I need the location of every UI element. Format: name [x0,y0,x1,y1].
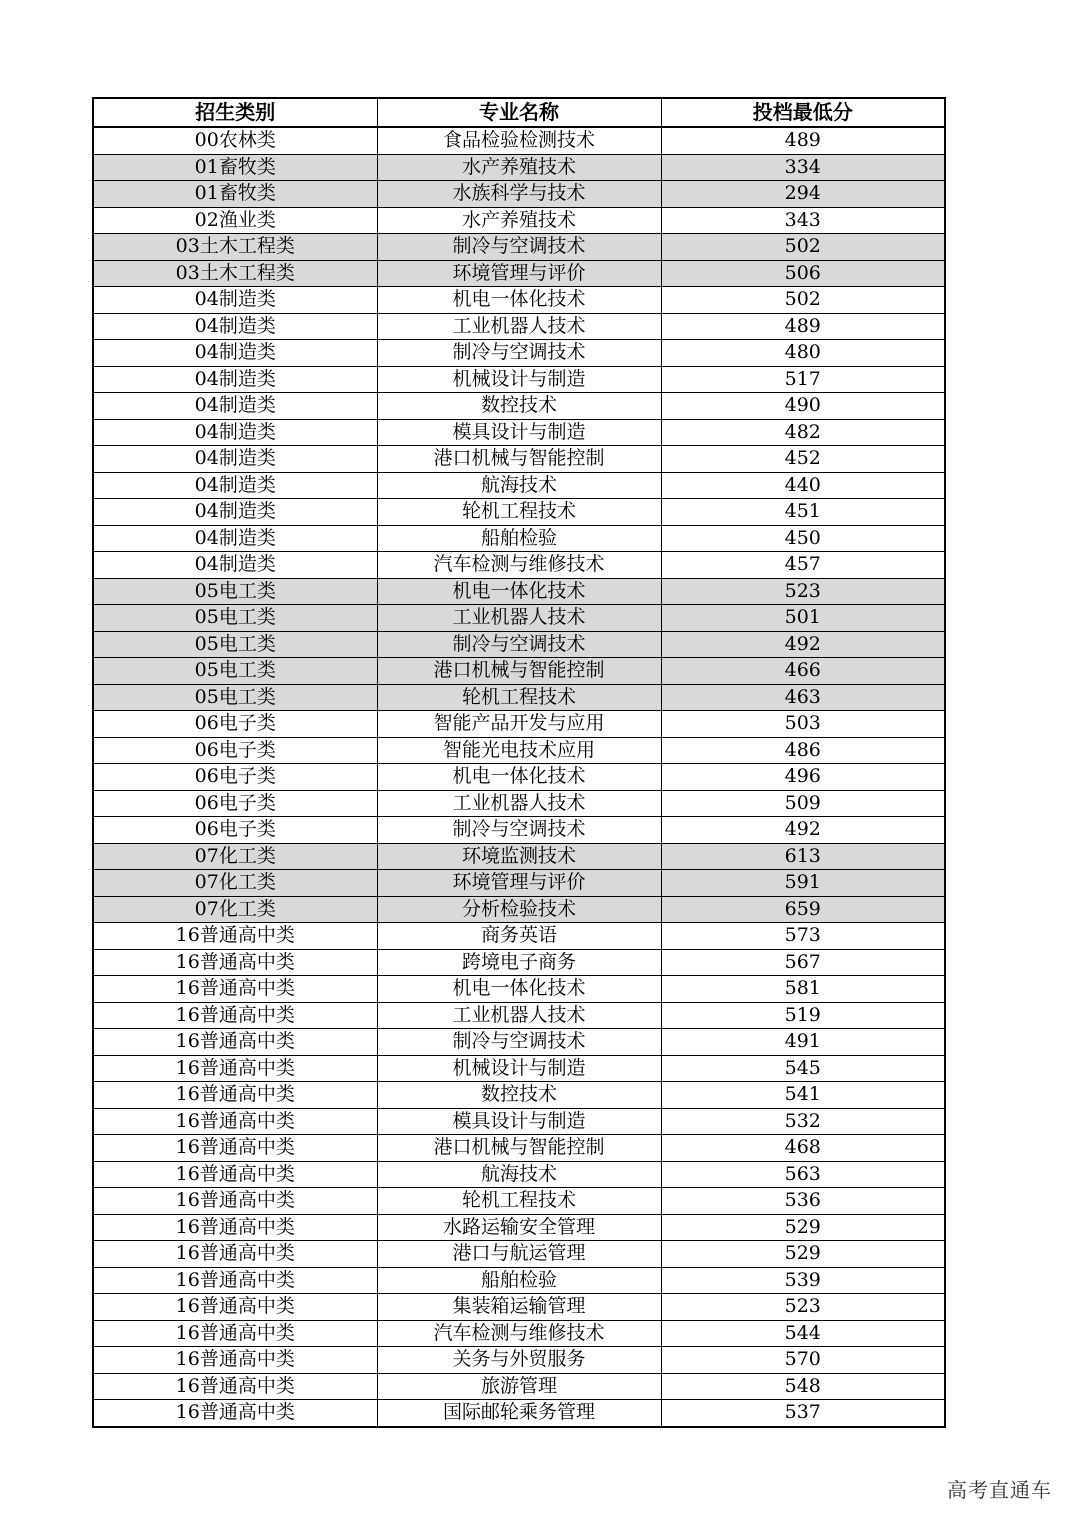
cell-category: 04制造类 [93,499,377,526]
table-row [93,1400,945,1427]
cell-min-score: 463 [661,684,945,711]
table-row [93,737,945,764]
cell-category: 16普通高中类 [93,1241,377,1268]
cell-min-score: 450 [661,525,945,552]
table-row [93,313,945,340]
cell-major: 商务英语 [377,923,661,950]
cell-major: 汽车检测与维修技术 [377,1320,661,1347]
cell-min-score: 502 [661,234,945,261]
cell-major: 汽车检测与维修技术 [377,552,661,579]
table-row [93,1161,945,1188]
table-row [93,1135,945,1162]
cell-major: 工业机器人技术 [377,1002,661,1029]
table-row [93,631,945,658]
table-row [93,976,945,1003]
cell-major: 航海技术 [377,1161,661,1188]
cell-category: 16普通高中类 [93,949,377,976]
table-row [93,1373,945,1400]
table-row [93,499,945,526]
cell-major: 船舶检验 [377,525,661,552]
cell-min-score: 440 [661,472,945,499]
cell-major: 港口机械与智能控制 [377,1135,661,1162]
table-row [93,658,945,685]
cell-min-score: 486 [661,737,945,764]
cell-category: 03土木工程类 [93,260,377,287]
cell-min-score: 489 [661,313,945,340]
cell-major: 机电一体化技术 [377,287,661,314]
cell-category: 05电工类 [93,631,377,658]
cell-category: 06电子类 [93,817,377,844]
cell-category: 16普通高中类 [93,1188,377,1215]
cell-min-score: 294 [661,181,945,208]
cell-major: 环境监测技术 [377,843,661,870]
table-row [93,1214,945,1241]
cell-min-score: 529 [661,1241,945,1268]
cell-major: 机电一体化技术 [377,764,661,791]
cell-min-score: 452 [661,446,945,473]
cell-category: 16普通高中类 [93,1294,377,1321]
table-row [93,127,945,154]
cell-major: 制冷与空调技术 [377,340,661,367]
cell-min-score: 492 [661,631,945,658]
cell-category: 01畜牧类 [93,181,377,208]
table-row [93,234,945,261]
cell-category: 04制造类 [93,419,377,446]
cell-major: 机电一体化技术 [377,976,661,1003]
cell-major: 港口与航运管理 [377,1241,661,1268]
cell-category: 16普通高中类 [93,1082,377,1109]
cell-category: 16普通高中类 [93,1161,377,1188]
table-row [93,1294,945,1321]
cell-min-score: 489 [661,127,945,154]
cell-major: 环境管理与评价 [377,870,661,897]
cell-category: 04制造类 [93,366,377,393]
table-row [93,923,945,950]
table-row [93,684,945,711]
cell-major: 轮机工程技术 [377,684,661,711]
cell-category: 16普通高中类 [93,1267,377,1294]
cell-category: 04制造类 [93,287,377,314]
cell-category: 16普通高中类 [93,1135,377,1162]
cell-category: 04制造类 [93,393,377,420]
table-header-row [93,98,945,127]
cell-category: 03土木工程类 [93,234,377,261]
cell-category: 05电工类 [93,684,377,711]
cell-min-score: 517 [661,366,945,393]
cell-min-score: 519 [661,1002,945,1029]
cell-min-score: 492 [661,817,945,844]
cell-min-score: 491 [661,1029,945,1056]
cell-category: 00农林类 [93,127,377,154]
cell-min-score: 451 [661,499,945,526]
cell-category: 04制造类 [93,472,377,499]
cell-category: 06电子类 [93,711,377,738]
cell-min-score: 490 [661,393,945,420]
cell-min-score: 591 [661,870,945,897]
table-row [93,1320,945,1347]
cell-min-score: 567 [661,949,945,976]
cell-min-score: 468 [661,1135,945,1162]
cell-major: 工业机器人技术 [377,790,661,817]
table-row [93,764,945,791]
cell-category: 04制造类 [93,552,377,579]
cell-major: 轮机工程技术 [377,1188,661,1215]
table-row [93,287,945,314]
header-min-score: 投档最低分 [661,98,945,127]
table-row [93,393,945,420]
cell-min-score: 613 [661,843,945,870]
cell-category: 16普通高中类 [93,1373,377,1400]
cell-category: 07化工类 [93,843,377,870]
watermark-text: 高考直通车 [947,1478,1052,1502]
table-row [93,843,945,870]
cell-min-score: 545 [661,1055,945,1082]
cell-min-score: 659 [661,896,945,923]
cell-major: 机电一体化技术 [377,578,661,605]
cell-category: 04制造类 [93,313,377,340]
table-row [93,207,945,234]
cell-category: 05电工类 [93,578,377,605]
cell-min-score: 523 [661,578,945,605]
cell-major: 集装箱运输管理 [377,1294,661,1321]
cell-major: 智能产品开发与应用 [377,711,661,738]
table-row [93,1002,945,1029]
table-row [93,711,945,738]
table-row [93,1347,945,1374]
table-row [93,896,945,923]
cell-category: 16普通高中类 [93,1029,377,1056]
cell-min-score: 466 [661,658,945,685]
header-category: 招生类别 [93,98,377,127]
table-row [93,446,945,473]
table-row [93,1082,945,1109]
cell-major: 模具设计与制造 [377,419,661,446]
cell-major: 水产养殖技术 [377,154,661,181]
cell-min-score: 544 [661,1320,945,1347]
cell-major: 跨境电子商务 [377,949,661,976]
cell-category: 07化工类 [93,896,377,923]
cell-major: 数控技术 [377,1082,661,1109]
cell-min-score: 548 [661,1373,945,1400]
table-row [93,366,945,393]
cell-major: 制冷与空调技术 [377,817,661,844]
cell-category: 02渔业类 [93,207,377,234]
cell-min-score: 570 [661,1347,945,1374]
cell-major: 制冷与空调技术 [377,1029,661,1056]
cell-min-score: 523 [661,1294,945,1321]
cell-min-score: 503 [661,711,945,738]
cell-major: 港口机械与智能控制 [377,658,661,685]
cell-category: 16普通高中类 [93,1400,377,1427]
cell-category: 07化工类 [93,870,377,897]
cell-major: 水路运输安全管理 [377,1214,661,1241]
table-row [93,578,945,605]
cell-major: 分析检验技术 [377,896,661,923]
cell-major: 水族科学与技术 [377,181,661,208]
cell-category: 16普通高中类 [93,1055,377,1082]
table-row [93,1188,945,1215]
table-row [93,949,945,976]
table-row [93,790,945,817]
table-row [93,181,945,208]
table-row [93,817,945,844]
cell-min-score: 532 [661,1108,945,1135]
cell-min-score: 480 [661,340,945,367]
header-major: 专业名称 [377,98,661,127]
cell-category: 04制造类 [93,525,377,552]
cell-category: 05电工类 [93,605,377,632]
cell-major: 国际邮轮乘务管理 [377,1400,661,1427]
cell-category: 01畜牧类 [93,154,377,181]
table-row [93,552,945,579]
table-row [93,472,945,499]
cell-category: 16普通高中类 [93,1108,377,1135]
cell-min-score: 536 [661,1188,945,1215]
cell-category: 16普通高中类 [93,1214,377,1241]
cell-min-score: 573 [661,923,945,950]
table-row [93,419,945,446]
table-row [93,1241,945,1268]
cell-category: 04制造类 [93,340,377,367]
cell-major: 轮机工程技术 [377,499,661,526]
table-row [93,1029,945,1056]
table-row [93,1267,945,1294]
cell-category: 06电子类 [93,764,377,791]
cell-major: 船舶检验 [377,1267,661,1294]
cell-major: 港口机械与智能控制 [377,446,661,473]
cell-major: 数控技术 [377,393,661,420]
cell-min-score: 506 [661,260,945,287]
cell-min-score: 501 [661,605,945,632]
cell-min-score: 334 [661,154,945,181]
cell-min-score: 502 [661,287,945,314]
cell-major: 水产养殖技术 [377,207,661,234]
cell-major: 工业机器人技术 [377,313,661,340]
table-body [93,127,945,1427]
table-row [93,340,945,367]
cell-category: 06电子类 [93,790,377,817]
cell-min-score: 482 [661,419,945,446]
cell-category: 16普通高中类 [93,1347,377,1374]
cell-major: 关务与外贸服务 [377,1347,661,1374]
cell-min-score: 541 [661,1082,945,1109]
cell-min-score: 539 [661,1267,945,1294]
cell-major: 机械设计与制造 [377,1055,661,1082]
table-row [93,154,945,181]
cell-min-score: 563 [661,1161,945,1188]
cell-category: 16普通高中类 [93,976,377,1003]
cell-major: 机械设计与制造 [377,366,661,393]
cell-major: 制冷与空调技术 [377,631,661,658]
cell-major: 制冷与空调技术 [377,234,661,261]
cell-min-score: 343 [661,207,945,234]
table-row [93,1055,945,1082]
cell-major: 食品检验检测技术 [377,127,661,154]
cell-major: 航海技术 [377,472,661,499]
cell-category: 05电工类 [93,658,377,685]
cell-min-score: 581 [661,976,945,1003]
cell-major: 环境管理与评价 [377,260,661,287]
cell-category: 06电子类 [93,737,377,764]
table-row [93,870,945,897]
table-row [93,525,945,552]
cell-major: 模具设计与制造 [377,1108,661,1135]
cell-min-score: 457 [661,552,945,579]
table-row [93,1108,945,1135]
cell-major: 工业机器人技术 [377,605,661,632]
table-row [93,260,945,287]
cell-category: 16普通高中类 [93,1002,377,1029]
cell-major: 智能光电技术应用 [377,737,661,764]
cell-category: 16普通高中类 [93,1320,377,1347]
cell-min-score: 529 [661,1214,945,1241]
table-row [93,605,945,632]
cell-major: 旅游管理 [377,1373,661,1400]
cell-category: 04制造类 [93,446,377,473]
cell-min-score: 537 [661,1400,945,1427]
cell-min-score: 509 [661,790,945,817]
cell-min-score: 496 [661,764,945,791]
admission-score-table [92,97,946,1428]
cell-category: 16普通高中类 [93,923,377,950]
